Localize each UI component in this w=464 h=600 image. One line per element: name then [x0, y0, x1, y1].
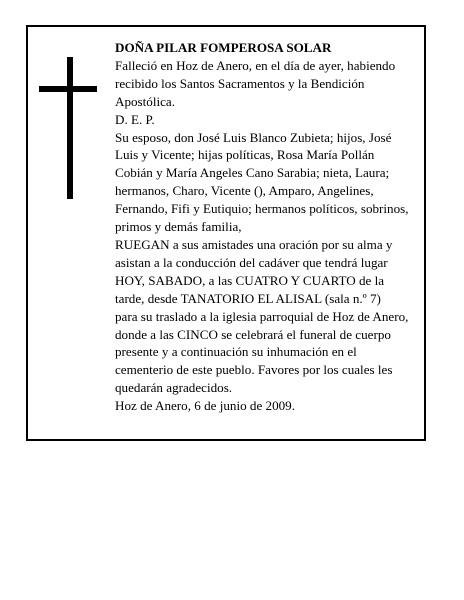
notice-line: Apostólica. — [115, 93, 176, 109]
notice-line: quedarán agradecidos. — [115, 380, 233, 396]
notice-line: recibido los Santos Sacramentos y la Bendición — [115, 75, 365, 91]
deceased-name: DOÑA PILAR FOMPEROSA SOLAR — [115, 40, 332, 55]
notice-line: asistan a la conducción del cadáver que tendrá lugar — [115, 254, 388, 270]
notice-line: HOY, SABADO, a las CUATRO Y CUARTO de la — [115, 272, 385, 288]
notice-line: tarde, desde TANATORIO EL ALISAL (sala n.º 7) — [115, 290, 381, 306]
notice-line: hermanos, Charo, Vicente (), Amparo, Angelines, — [115, 183, 374, 199]
cross-vertical-bar — [67, 57, 73, 199]
notice-text — [115, 39, 425, 415]
cross-horizontal-bar — [39, 86, 97, 92]
obituary-notice — [26, 25, 426, 441]
notice-line: Hoz de Anero, 6 de junio de 2009. — [115, 398, 296, 414]
notice-line: presente y a continuación su inhumación en el — [115, 344, 357, 360]
notice-line: cementerio de este pueblo. Favores por los cuales les — [115, 362, 393, 378]
notice-line: Fernando, Fifi y Eutiquio; hermanos políticos, sobrinos, — [115, 201, 409, 217]
notice-line: para su traslado a la iglesia parroquial de Hoz de Anero, — [115, 308, 409, 324]
notice-line: primos y demás familia, — [115, 219, 242, 235]
notice-line: RUEGAN a sus amistades una oración por su alma y — [115, 236, 393, 252]
notice-line: Luis y Vicente; hijas políticas, Rosa María Pollán — [115, 147, 375, 163]
notice-line: Cobián y María Angeles Cano Sarabia; nieta, Laura; — [115, 165, 390, 181]
notice-line: D. E. P. — [115, 111, 155, 127]
notice-line: Falleció en Hoz de Anero, en el día de ayer, habiendo — [115, 57, 396, 73]
notice-line: Su esposo, don José Luis Blanco Zubieta; hijos, José — [115, 129, 392, 145]
notice-line: donde a las CINCO se celebrará el funeral de cuerpo — [115, 326, 391, 342]
